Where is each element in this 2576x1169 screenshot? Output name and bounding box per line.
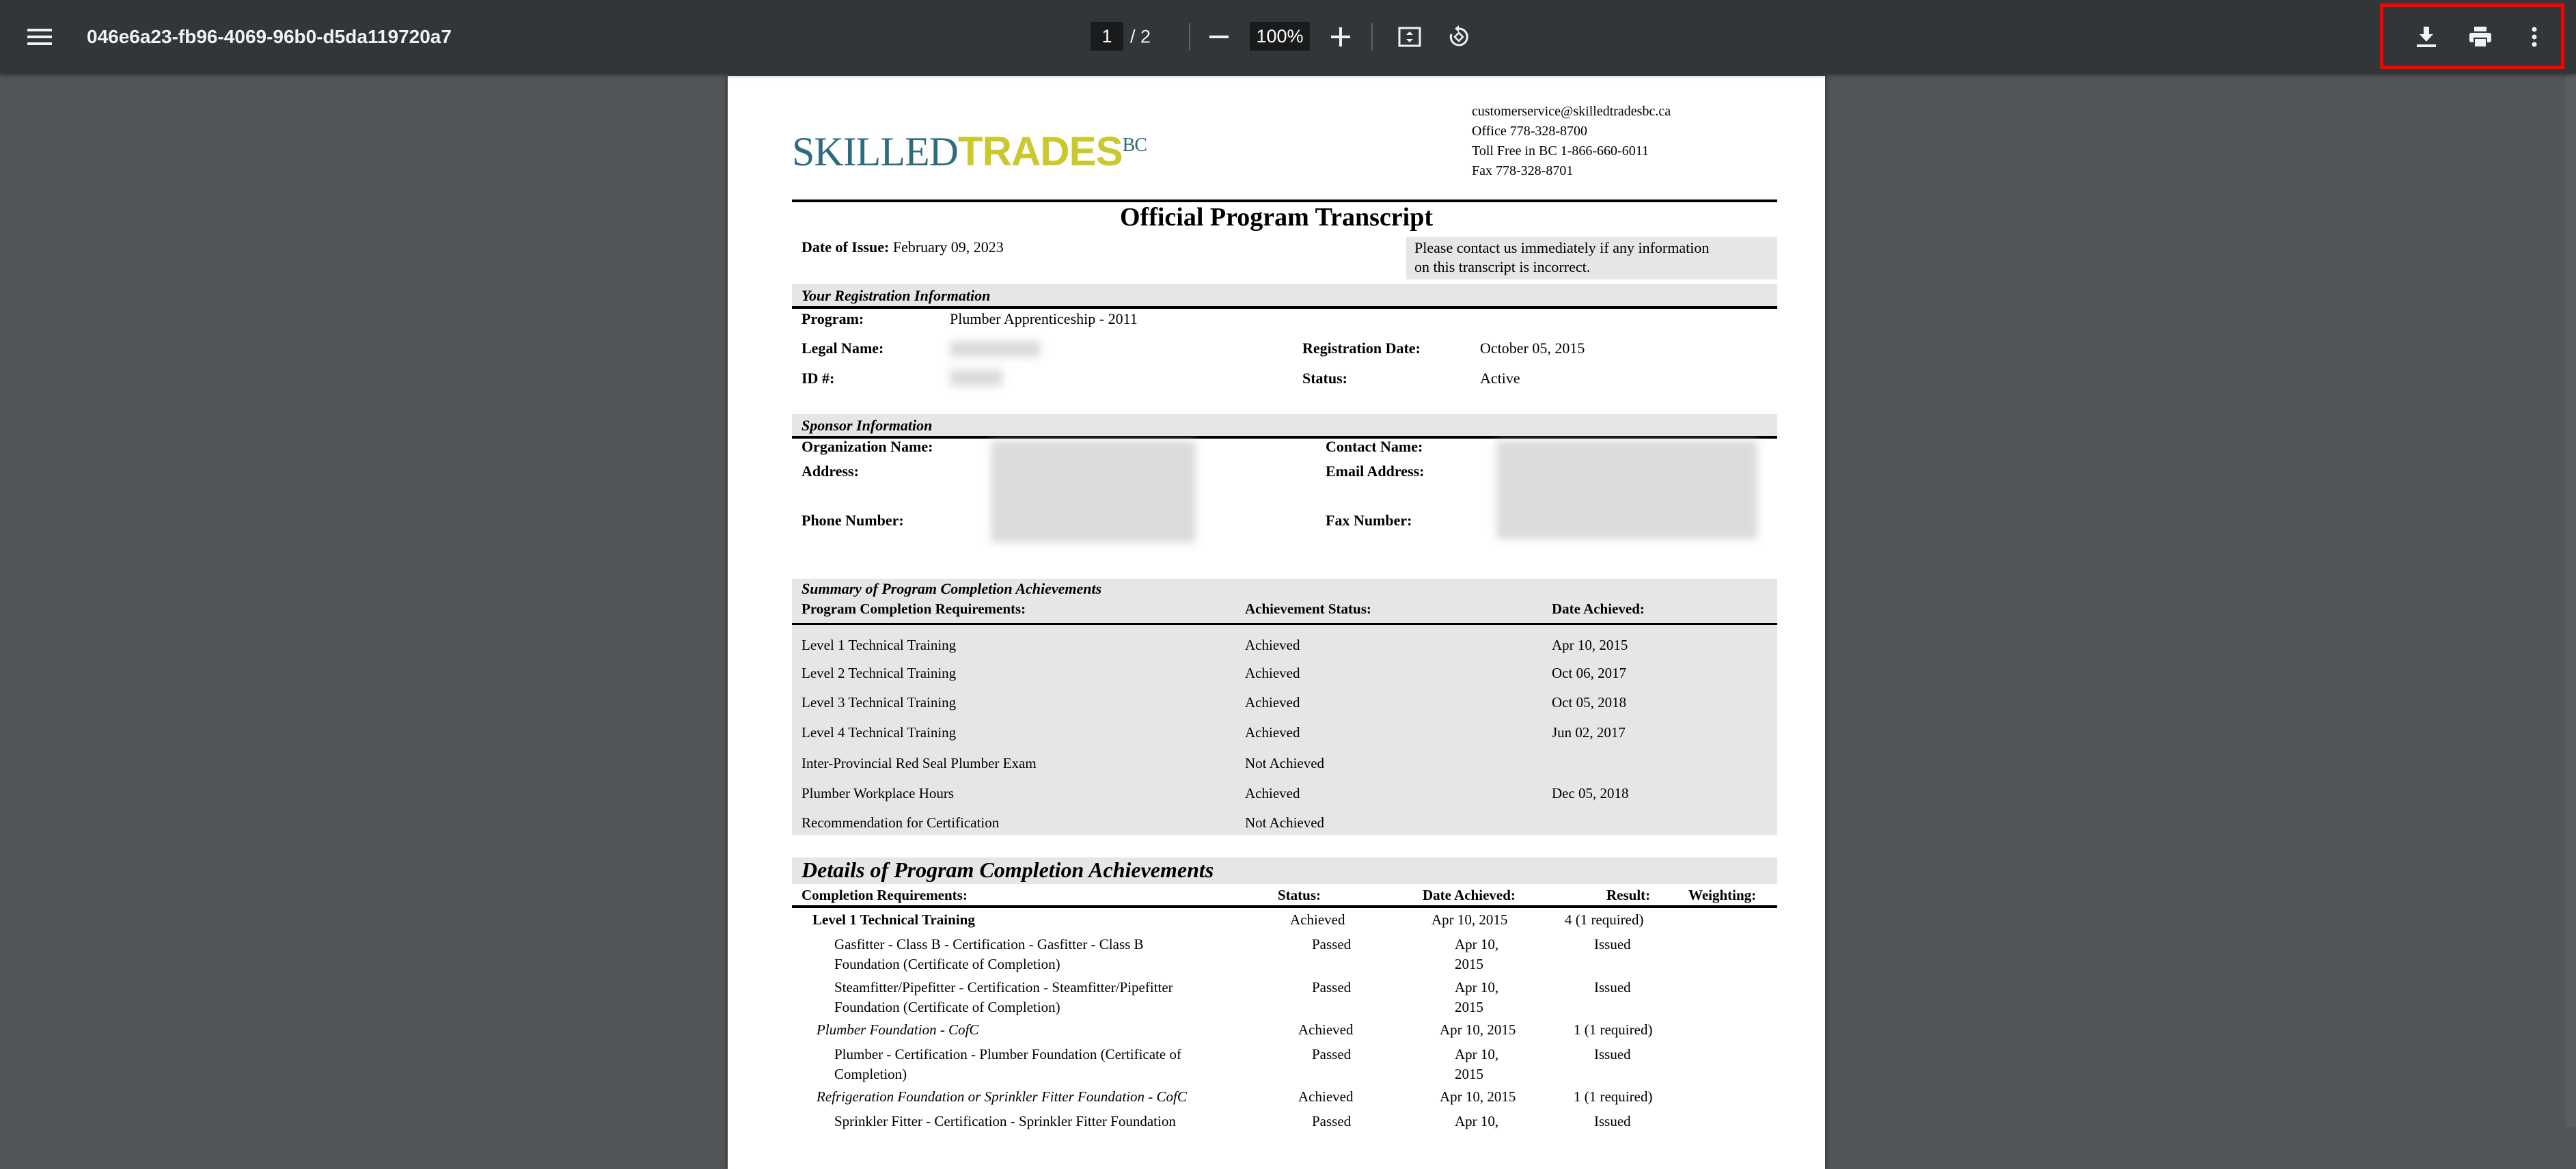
column-header: Weighting:: [1688, 887, 1757, 903]
field-label: Status:: [1302, 370, 1348, 387]
notice-line: Please contact us immediately if any information: [1414, 239, 1710, 256]
notice-line: on this transcript is incorrect.: [1414, 258, 1591, 275]
requirement: Level 2 Technical Training: [801, 665, 957, 681]
achievement-status: Not Achieved: [1245, 755, 1325, 771]
pdf-toolbar: [0, 0, 2576, 74]
zoom-input[interactable]: 100%: [1250, 22, 1310, 51]
achievement-status: Achieved: [1245, 637, 1300, 653]
date-achieved: Apr 10, 2015: [1440, 1088, 1516, 1105]
requirement: Sprinkler Fitter - Certification - Sprinkler Fitter Foundation: [834, 1113, 1176, 1129]
column-header: Program Completion Requirements:: [801, 601, 1026, 617]
menu-button[interactable]: [20, 18, 59, 56]
zoom-out-button[interactable]: [1200, 18, 1238, 56]
redacted-contact: [1496, 441, 1757, 539]
achievement-status: Achieved: [1245, 694, 1300, 711]
date-achieved: 2015: [1455, 999, 1483, 1015]
contact-line: Office 778-328-8700: [1472, 124, 1588, 139]
achievement-status: Not Achieved: [1245, 814, 1325, 831]
redacted-sponsor: [991, 441, 1196, 542]
requirement: Level 1 Technical Training: [812, 911, 975, 928]
field-label: Organization Name:: [801, 438, 933, 455]
section-title: Sponsor Information: [801, 417, 933, 434]
reg-date-value: October 05, 2015: [1480, 340, 1585, 357]
requirement: Plumber Workplace Hours: [801, 785, 955, 801]
section-title: Details of Program Completion Achievements: [801, 857, 1214, 882]
section-title: Summary of Program Completion Achievements: [801, 580, 1102, 597]
notice-box: [1406, 237, 1777, 279]
contact-line: Toll Free in BC 1-866-660-6011: [1472, 143, 1649, 159]
date-achieved: Jun 02, 2017: [1552, 724, 1626, 741]
section-title: Your Registration Information: [801, 287, 991, 304]
achievement-status: Achieved: [1245, 785, 1300, 801]
fit-page-icon: [1398, 27, 1421, 47]
requirement: Recommendation for Certification: [801, 814, 1000, 831]
rotate-icon: [1447, 25, 1470, 49]
issue-label: Date of Issue:: [801, 238, 890, 256]
status: Passed: [1312, 1046, 1352, 1062]
page-number-input[interactable]: 1: [1091, 22, 1123, 51]
requirement: Foundation (Certificate of Completion): [834, 999, 1060, 1015]
divider: [792, 436, 1777, 439]
requirement: Gasfitter - Class B - Certification - Gasfitter - Class B: [834, 936, 1144, 952]
date-achieved: Apr 10, 2015: [1431, 911, 1508, 928]
achievement-status: Achieved: [1245, 724, 1300, 741]
contact-line: Fax 778-328-8701: [1472, 163, 1574, 178]
requirement: Level 4 Technical Training: [801, 724, 957, 741]
achievement-status: Achieved: [1245, 665, 1300, 681]
zoom-in-button[interactable]: [1321, 18, 1360, 56]
status: Passed: [1312, 979, 1352, 995]
minus-icon: [1209, 27, 1229, 46]
column-header: Achievement Status:: [1245, 601, 1371, 617]
field-label: Address:: [801, 463, 859, 480]
issue-date: February 09, 2023: [892, 238, 1004, 256]
requirement: Steamfitter/Pipefitter - Certification - Steamfitter/Pipefitter: [834, 979, 1173, 995]
result: Issued: [1594, 936, 1631, 952]
redacted-id: [950, 370, 1002, 386]
divider: [792, 905, 1777, 908]
result: 1 (1 required): [1574, 1088, 1653, 1105]
date-achieved: Dec 05, 2018: [1552, 785, 1629, 801]
section-header: [792, 414, 1777, 437]
date-achieved: Apr 10,: [1455, 936, 1499, 952]
logo: [792, 128, 1147, 176]
divider: [792, 306, 1777, 309]
field-label: ID #:: [801, 370, 835, 387]
requirement: Plumber Foundation - CofC: [817, 1021, 979, 1038]
page-count: / 2: [1130, 26, 1151, 47]
column-header: Date Achieved:: [1552, 601, 1645, 617]
column-header: Date Achieved:: [1423, 887, 1516, 903]
divider: [1189, 23, 1190, 51]
logo-part: SKILLED: [792, 129, 958, 174]
date-achieved: 2015: [1455, 1066, 1483, 1082]
divider: [1371, 23, 1373, 51]
date-achieved: Apr 10, 2015: [1552, 637, 1628, 653]
field-label: Phone Number:: [801, 512, 904, 529]
column-header: Result:: [1606, 887, 1651, 903]
section-header: [792, 857, 1777, 884]
status: Achieved: [1298, 1088, 1354, 1105]
requirement: Refrigeration Foundation or Sprinkler Fitter Foundation - CofC: [817, 1088, 1187, 1105]
hamburger-icon: [27, 27, 52, 46]
date-achieved: 2015: [1455, 956, 1483, 972]
highlight-box: [2380, 3, 2564, 69]
result: 4 (1 required): [1565, 911, 1644, 928]
field-label: Legal Name:: [801, 340, 884, 357]
logo-part: BC: [1122, 135, 1147, 156]
plus-icon: [1331, 27, 1350, 46]
column-header: Completion Requirements:: [801, 887, 968, 903]
date-achieved: Apr 10,: [1455, 1113, 1499, 1129]
scrollbar[interactable]: [2566, 74, 2576, 1127]
date-achieved: Apr 10,: [1455, 979, 1499, 995]
section-header: [792, 284, 1777, 307]
contact-line: customerservice@skilledtradesbc.ca: [1472, 104, 1671, 119]
status: Passed: [1312, 936, 1352, 952]
divider: [792, 623, 1777, 625]
date-achieved: Oct 05, 2018: [1552, 694, 1627, 711]
date-achieved: Apr 10,: [1455, 1046, 1499, 1062]
field-label: Fax Number:: [1326, 512, 1412, 529]
requirement: Plumber - Certification - Plumber Foundation (Certificate of: [834, 1046, 1181, 1062]
field-label: Contact Name:: [1326, 438, 1423, 455]
requirement: Level 1 Technical Training: [801, 637, 957, 653]
doc-title: Official Program Transcript: [1119, 203, 1434, 232]
status-value: Active: [1480, 370, 1520, 387]
field-label: Program:: [801, 310, 864, 327]
status: Passed: [1312, 1113, 1352, 1129]
column-header: Status:: [1278, 887, 1321, 903]
field-label: Registration Date:: [1302, 340, 1421, 357]
status: Achieved: [1290, 911, 1345, 928]
date-achieved: Oct 06, 2017: [1552, 665, 1627, 681]
status: Achieved: [1298, 1021, 1354, 1038]
pdf-page: [728, 76, 1825, 1169]
field-label: Email Address:: [1326, 463, 1425, 480]
redacted-name: [950, 341, 1040, 357]
logo-part: TRADES: [957, 128, 1123, 174]
fit-page-button[interactable]: [1390, 18, 1429, 56]
document-title: 046e6a23-fb96-4069-96b0-d5da119720a7: [87, 26, 452, 47]
result: 1 (1 required): [1574, 1021, 1653, 1038]
requirement: Foundation (Certificate of Completion): [834, 956, 1060, 972]
result: Issued: [1594, 979, 1631, 995]
requirement: Inter-Provincial Red Seal Plumber Exam: [801, 755, 1037, 771]
requirement: Level 3 Technical Training: [801, 694, 957, 711]
rotate-button[interactable]: [1440, 18, 1478, 56]
requirement: Completion): [834, 1066, 907, 1082]
program-value: Plumber Apprenticeship - 2011: [950, 310, 1138, 327]
result: Issued: [1594, 1113, 1631, 1129]
result: Issued: [1594, 1046, 1631, 1062]
date-achieved: Apr 10, 2015: [1440, 1021, 1516, 1038]
